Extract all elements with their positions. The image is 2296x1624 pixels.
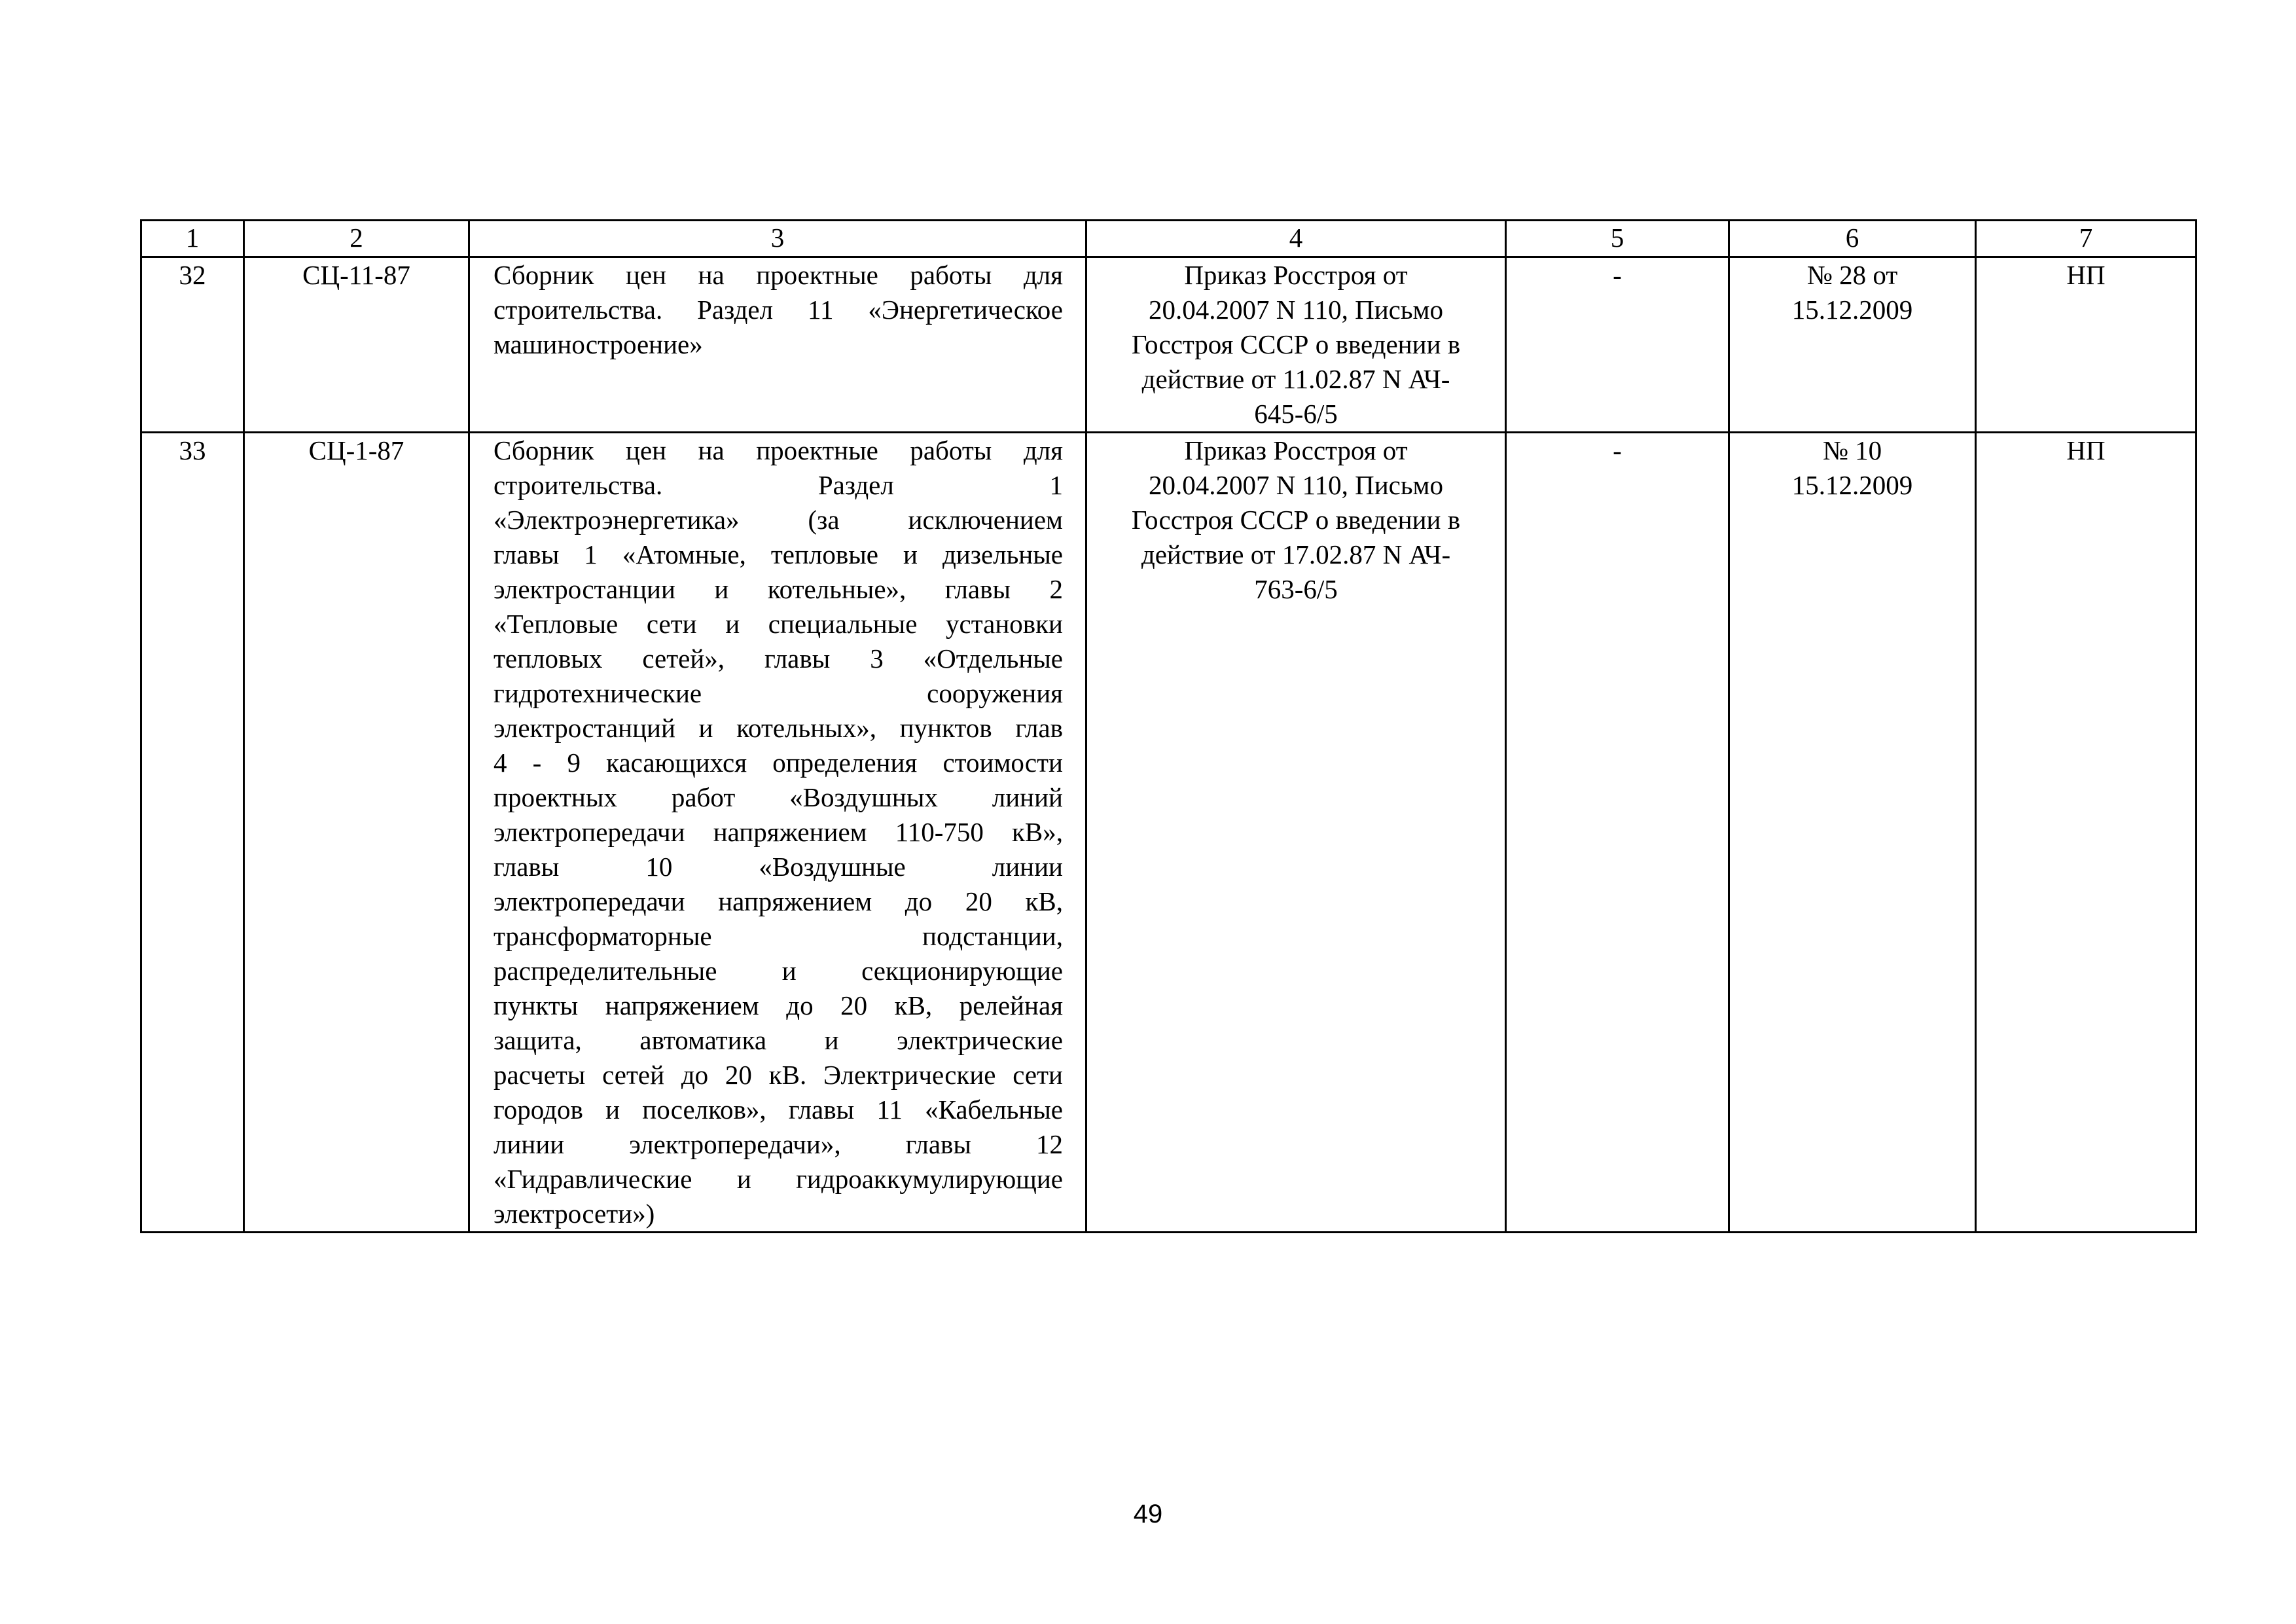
status-cell: НП (1976, 257, 2197, 433)
code-cell: СЦ-1-87 (244, 433, 469, 1233)
description-line: линии электропередачи», главы 12 (493, 1129, 1063, 1159)
document-table (140, 219, 2197, 1233)
status-cell: НП (1976, 433, 2197, 1233)
row-number-cell: 33 (141, 433, 244, 1233)
header-cell-7: 7 (1976, 221, 2197, 257)
description-line: главы 1 «Атомные, тепловые и дизельные (493, 539, 1063, 569)
description-line: «Электроэнергетика» (за исключением (493, 505, 1063, 535)
order-line: Госстроя СССР о введении в (1131, 329, 1461, 359)
description-line: Сборник цен на проектные работы для (493, 435, 1063, 465)
order-line: 763-6/5 (1254, 574, 1338, 604)
order-line: 20.04.2007 N 110, Письмо (1149, 470, 1443, 500)
reference-line: № 10 (1822, 435, 1882, 465)
order-line: Приказ Росстроя от (1184, 435, 1408, 465)
header-cell-3: 3 (469, 221, 1086, 257)
order-cell (1086, 433, 1506, 1233)
order-line: действие от 11.02.87 N АЧ- (1141, 364, 1450, 394)
description-line: электростанций и котельных», пунктов глав (493, 713, 1063, 743)
description-line: пункты напряжением до 20 кВ, релейная (493, 990, 1063, 1020)
reference-cell (1729, 257, 1976, 433)
description-cell (469, 433, 1086, 1233)
header-cell-1: 1 (141, 221, 244, 257)
reference-cell (1729, 433, 1976, 1233)
reference-line: 15.12.2009 (1791, 470, 1913, 500)
description-line: «Гидравлические и гидроаккумулирующие (493, 1164, 1063, 1194)
header-cell-6: 6 (1729, 221, 1976, 257)
order-line: 645-6/5 (1254, 399, 1338, 429)
table-row (141, 257, 2197, 433)
description-line: «Тепловые сети и специальные установки (493, 609, 1063, 639)
description-cell (469, 257, 1086, 433)
col5-cell: - (1506, 257, 1729, 433)
order-line: 20.04.2007 N 110, Письмо (1149, 295, 1443, 325)
description-line: Сборник цен на проектные работы для (493, 260, 1063, 290)
header-row (141, 221, 2197, 257)
table-row (141, 433, 2197, 1233)
col5-cell: - (1506, 433, 1729, 1233)
description-line: тепловых сетей», главы 3 «Отдельные (493, 643, 1063, 674)
description-line: трансформаторные подстанции, (493, 921, 1063, 951)
header-cell-5: 5 (1506, 221, 1729, 257)
description-line: проектных работ «Воздушных линий (493, 782, 1063, 812)
description-line: строительства. Раздел 11 «Энергетическое (493, 295, 1063, 325)
description-line: распределительные и секционирующие (493, 956, 1063, 986)
description-line: городов и поселков», главы 11 «Кабельные (493, 1094, 1063, 1125)
order-line: Приказ Росстроя от (1184, 260, 1408, 290)
description-line: 4 - 9 касающихся определения стоимости (493, 748, 1063, 778)
description-line: главы 10 «Воздушные линии (493, 852, 1063, 882)
code-cell: СЦ-11-87 (244, 257, 469, 433)
description-line: электропередачи напряжением до 20 кВ, (493, 886, 1063, 916)
page-number: 49 (1133, 1500, 1163, 1528)
order-line: действие от 17.02.87 N АЧ- (1141, 539, 1451, 569)
row-number-cell: 32 (141, 257, 244, 433)
reference-line: № 28 от (1806, 260, 1898, 290)
order-cell (1086, 257, 1506, 433)
description-line: электростанции и котельные», главы 2 (493, 574, 1063, 604)
description-line: расчеты сетей до 20 кВ. Электрические сети (493, 1060, 1063, 1090)
reference-line: 15.12.2009 (1791, 295, 1913, 325)
header-cell-2: 2 (244, 221, 469, 257)
description-line: строительства. Раздел 1 (493, 470, 1063, 500)
description-line: защита, автоматика и электрические (493, 1025, 1063, 1055)
description-line: гидротехнические сооружения (493, 678, 1063, 708)
description-line: электропередачи напряжением 110-750 кВ», (493, 817, 1063, 847)
description-line: машиностроение» (493, 329, 703, 359)
description-line: электросети») (493, 1199, 655, 1229)
header-cell-4: 4 (1086, 221, 1506, 257)
order-line: Госстроя СССР о введении в (1131, 505, 1461, 535)
